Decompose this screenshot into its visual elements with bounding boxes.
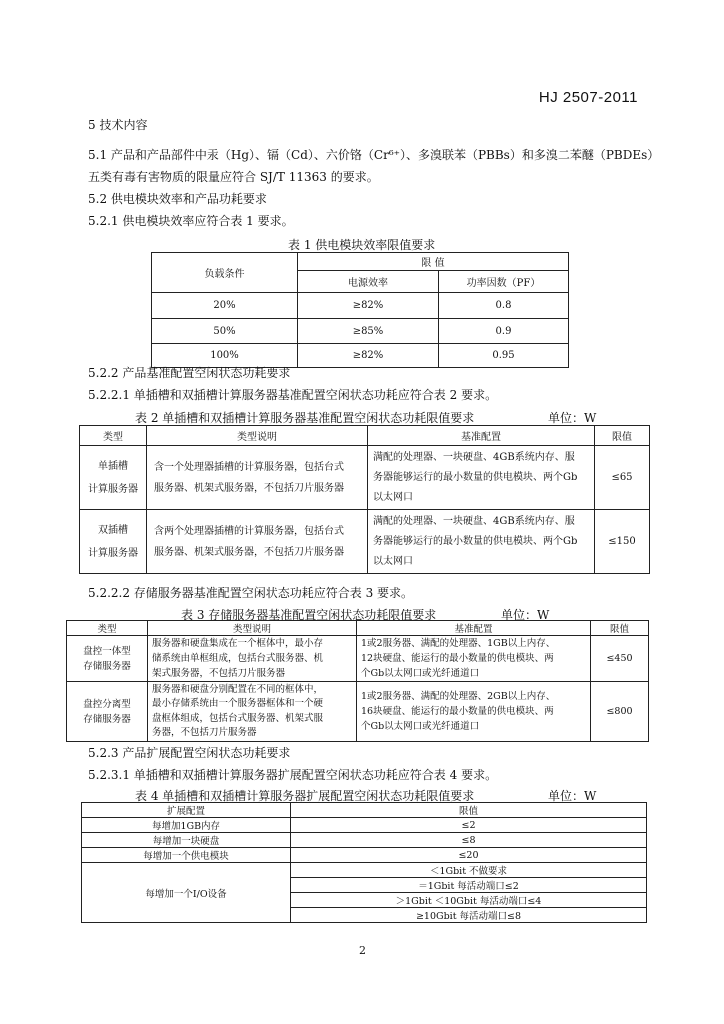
table-2-unit: 单位：W — [548, 411, 597, 425]
table-row — [80, 510, 650, 574]
type-line: 存储服务器 — [83, 713, 131, 725]
config-line: 个Gb以太网口或光纤通道口 — [361, 721, 480, 732]
table-2 — [79, 425, 650, 574]
table-2-caption: 表 2 单插槽和双插槽计算服务器基准配置空闲状态功耗限值要求 — [135, 411, 475, 425]
table-1-header-condition: 负载条件 — [152, 253, 298, 293]
table-3-header-config: 基准配置 — [357, 621, 591, 636]
table-4-io-limit: ＜1Gbit 不做要求 — [291, 863, 647, 878]
config-line: 务器能够运行的最小数量的供电模块、两个Gb — [373, 471, 578, 483]
table-1-pf: 0.95 — [439, 344, 569, 368]
standard-code: HJ 2507-2011 — [538, 89, 638, 106]
table-2-limit: ≤150 — [595, 510, 650, 574]
table-4-config: 每增加1GB内存 — [82, 818, 291, 833]
page-number: 2 — [359, 944, 366, 957]
table-4 — [81, 802, 647, 923]
table-4-limit: ≤2 — [291, 818, 647, 833]
desc-line: 架式服务器，不包括刀片服务器 — [152, 668, 286, 679]
type-line: 单插槽 — [98, 460, 128, 472]
table-4-io-limit: ＞1Gbit ＜10Gbit 每活动端口≤4 — [291, 893, 647, 908]
table-1-header-efficiency: 电源效率 — [298, 271, 439, 293]
table-3-type — [67, 636, 148, 682]
table-3-type — [67, 682, 148, 742]
table-row — [152, 293, 569, 319]
table-2-header-desc: 类型说明 — [147, 426, 368, 446]
type-line: 盘控分离型 — [83, 698, 131, 710]
table-4-config: 每增加一块硬盘 — [82, 833, 291, 848]
table-1-pf: 0.9 — [439, 319, 569, 344]
table-row — [67, 682, 649, 742]
table-4-limit: ≤20 — [291, 848, 647, 863]
table-4-io-limit: ≥10Gbit 每活动端口≤8 — [291, 908, 647, 923]
table-2-limit: ≤65 — [595, 446, 650, 510]
table-1-efficiency: ≥82% — [298, 344, 439, 368]
table-3-desc — [148, 636, 357, 682]
clause-5-1-line-2: 五类有毒有害物质的限量应符合 SJ/T 11363 的要求。 — [88, 170, 379, 184]
table-row — [152, 319, 569, 344]
table-1-header-limit: 限 值 — [298, 253, 569, 271]
table-4-io-limit: ＝1Gbit 每活动端口≤2 — [291, 878, 647, 893]
clause-5-1-line-1: 5.1 产品和产品部件中汞（Hg）、镉（Cd）、六价铬（Cr⁶⁺）、多溴联苯（PBBs）和多溴二苯醚（PBDEs） — [88, 148, 660, 162]
table-3-caption: 表 3 存储服务器基准配置空闲状态功耗限值要求 — [181, 608, 437, 622]
table-1 — [151, 252, 569, 368]
config-line: 务器能够运行的最小数量的供电模块、两个Gb — [373, 535, 578, 547]
desc-line: 服务器、机架式服务器，不包括刀片服务器 — [154, 482, 344, 494]
table-1-header-pf: 功率因数（PF） — [439, 271, 569, 293]
table-2-header-config: 基准配置 — [368, 426, 595, 446]
table-4-header-config: 扩展配置 — [82, 803, 291, 818]
desc-line: 盘框体组成，包括台式服务器、机架式服 — [152, 712, 324, 724]
config-line: 满配的处理器、一块硬盘、4GB系统内存、服 — [373, 515, 575, 527]
desc-line: 服务器、机架式服务器，不包括刀片服务器 — [154, 546, 344, 558]
section-5-2-heading: 5.2 供电模块效率和产品功耗要求 — [88, 192, 267, 206]
desc-line: 含一个处理器插槽的计算服务器，包括台式 — [154, 461, 344, 473]
type-line: 盘控一体型 — [83, 645, 131, 657]
table-3-desc — [148, 682, 357, 742]
table-2-desc — [147, 446, 368, 510]
table-4-io-config: 每增加一个I/O设备 — [82, 863, 291, 923]
table-row — [82, 863, 647, 878]
table-3-header-desc: 类型说明 — [148, 621, 357, 636]
desc-line: 服务器和硬盘集成在一个框体中，最小存 — [152, 638, 324, 649]
config-line: 1或2服务器、满配的处理器、2GB以上内存、 — [361, 691, 556, 702]
config-line: 12块硬盘、能运行的最小数量的供电模块、两 — [361, 653, 554, 664]
table-1-caption: 表 1 供电模块效率限值要求 — [288, 238, 436, 252]
table-2-desc — [147, 510, 368, 574]
config-line: 以太网口 — [373, 555, 413, 567]
table-3-limit: ≤450 — [591, 636, 649, 682]
desc-line: 服务器和硬盘分别配置在不同的框体中， — [152, 683, 324, 695]
table-2-type — [80, 446, 147, 510]
table-row — [82, 848, 647, 863]
table-row — [67, 636, 649, 682]
desc-line: 含两个处理器插槽的计算服务器，包括台式 — [154, 525, 344, 537]
table-4-header-limit: 限值 — [291, 803, 647, 818]
table-4-unit: 单位：W — [548, 789, 597, 803]
table-3-unit: 单位：W — [501, 608, 550, 622]
clause-5-2-3-heading: 5.2.3 产品扩展配置空闲状态功耗要求 — [88, 746, 291, 760]
table-2-header-type: 类型 — [80, 426, 147, 446]
table-3-config — [357, 682, 591, 742]
table-1-pf: 0.8 — [439, 293, 569, 319]
table-2-config — [368, 446, 595, 510]
clause-5-2-3-1: 5.2.3.1 单插槽和双插槽计算服务器扩展配置空闲状态功耗应符合表 4 要求。 — [88, 768, 498, 782]
table-2-config — [368, 510, 595, 574]
table-1-load: 50% — [152, 319, 298, 344]
table-4-limit: ≤8 — [291, 833, 647, 848]
table-2-header-limit: 限值 — [595, 426, 650, 446]
type-line: 双插槽 — [98, 524, 128, 536]
desc-line: 务器，不包括刀片服务器 — [152, 727, 257, 738]
table-1-load: 100% — [152, 344, 298, 368]
clause-5-2-2-2: 5.2.2.2 存储服务器基准配置空闲状态功耗应符合表 3 要求。 — [88, 586, 414, 600]
desc-line: 储系统由单框组成，包括台式服务器、机 — [152, 653, 324, 664]
config-line: 满配的处理器、一块硬盘、4GB系统内存、服 — [373, 451, 575, 463]
table-3-header-type: 类型 — [67, 621, 148, 636]
table-row — [80, 446, 650, 510]
table-1-efficiency: ≥85% — [298, 319, 439, 344]
section-5-heading: 5 技术内容 — [88, 118, 148, 132]
table-3-header-limit: 限值 — [591, 621, 649, 636]
table-1-efficiency: ≥82% — [298, 293, 439, 319]
table-2-type — [80, 510, 147, 574]
config-line: 16块硬盘、能运行的最小数量的供电模块、两 — [361, 706, 554, 717]
table-4-config: 每增加一个供电模块 — [82, 848, 291, 863]
table-row — [82, 833, 647, 848]
table-3-limit: ≤800 — [591, 682, 649, 742]
type-line: 计算服务器 — [88, 483, 138, 495]
table-3-config — [357, 636, 591, 682]
clause-5-2-2-1: 5.2.2.1 单插槽和双插槽计算服务器基准配置空闲状态功耗应符合表 2 要求。 — [88, 388, 498, 402]
table-3 — [66, 620, 649, 742]
clause-5-2-1: 5.2.1 供电模块效率应符合表 1 要求。 — [88, 214, 294, 228]
config-line: 个Gb以太网口或光纤通道口 — [361, 668, 480, 679]
desc-line: 最小存储系统由一个服务器框体和一个硬 — [152, 698, 324, 709]
type-line: 计算服务器 — [88, 547, 138, 559]
config-line: 以太网口 — [373, 491, 413, 503]
table-4-caption: 表 4 单插槽和双插槽计算服务器扩展配置空闲状态功耗限值要求 — [135, 789, 475, 803]
type-line: 存储服务器 — [83, 660, 131, 672]
table-1-load: 20% — [152, 293, 298, 319]
table-row — [82, 818, 647, 833]
clause-5-2-2-heading: 5.2.2 产品基准配置空闲状态功耗要求 — [88, 366, 291, 380]
config-line: 1或2服务器、满配的处理器、1GB以上内存、 — [361, 638, 556, 649]
